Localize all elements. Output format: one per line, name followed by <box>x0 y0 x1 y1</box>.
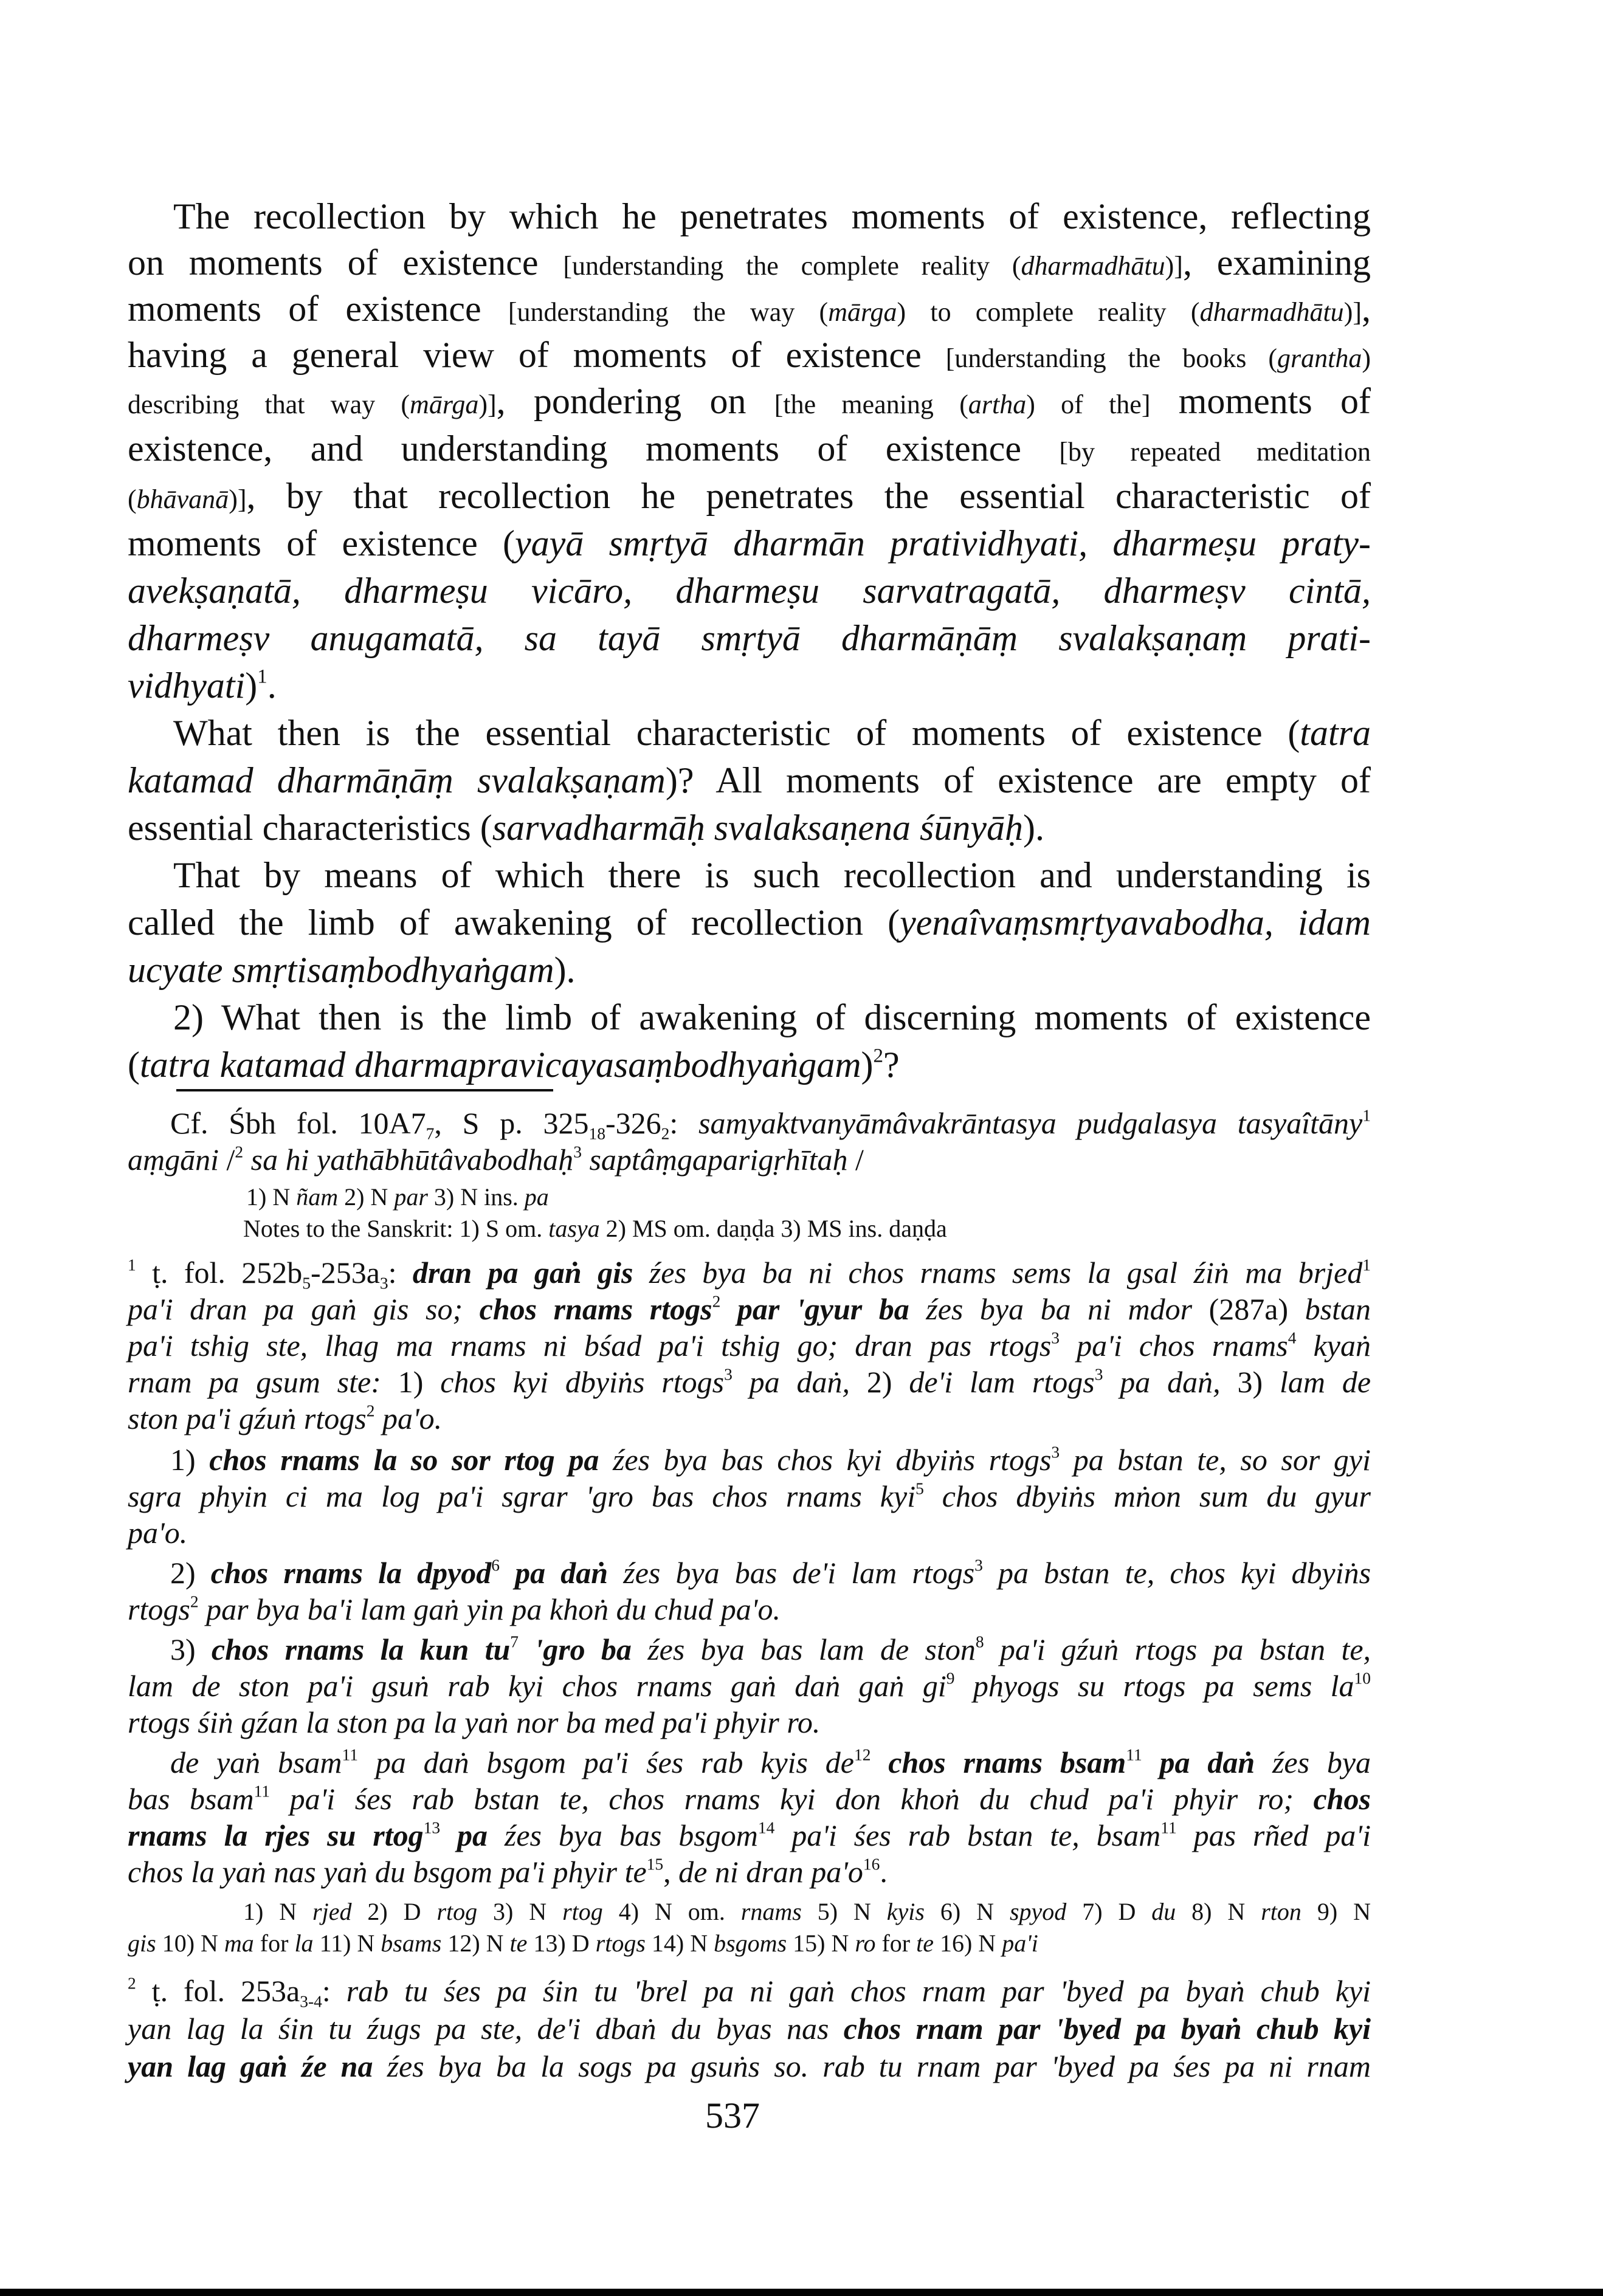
text-line: (bhāvanā)], by that recollection he penetrates the essential characteristic of <box>128 476 1371 516</box>
text-line: moments of existence (yayā smṛtyā dharmān pratividhyati, dharmeṣu praty- <box>128 523 1371 563</box>
text-line: dharmeṣv anugamatā, sa tayā smṛtyā dharmāṇāṃ svalakṣaṇaṃ prati- <box>128 618 1371 658</box>
footnote-line: 3) chos rnams la kun $tu^7$ 'gro ba źes bya bas lam de ston$^8$ pa'i gźuṅ rtogs pa bstan te, <box>170 1632 1371 1666</box>
footnote-variants: 1) N rjed 2) D rtog 3) N rtog 4) N om. rnams 5) N kyis 6) N spyod 7) D du 8) N rton 9) N <box>243 1898 1371 1925</box>
text-line: vidhyati)$^1$. <box>128 665 277 706</box>
text-line: called the limb of awakening of recollection (yenaîvaṃsmṛtyavabodha, idam <box>128 902 1371 943</box>
footnote-line: pa'o. <box>128 1516 188 1550</box>
footnote-line: Cf. Śbh fol. $10A7_7$, S p. $325_{18}-326_2$: samyaktvanyāmâvakrāntasya pudgalasya tasyaîtāny$^1$ <box>170 1105 1371 1143</box>
footnote-line: chos la yaṅ nas yaṅ du bsgom pa'i phyir $te^{15}$, de ni dran $pa'o^{16}$. <box>128 1854 888 1889</box>
text-line: essential characteristics (sarvadharmāḥ svalaksaṇena śūnyāḥ). <box>128 808 1044 848</box>
footnote-line: bas bsam$^{11}$ pa'i śes rab bstan te, chos rnams kyi don khoṅ du chud pa'i phyir ro; chos <box>128 1781 1371 1816</box>
text-line: katamad dharmāṇāṃ svalakṣaṇam)? All moments of existence are empty of <box>128 760 1371 800</box>
footnote-separator <box>176 1089 553 1091</box>
footnote-line: sgra phyin ci ma log pa'i sgrar 'gro bas chos rnams kyi$^5$ chos dbyiṅs mṅon sum du gyur <box>128 1479 1371 1513</box>
text-line: having a general view of moments of existence [understanding the books (grantha) <box>128 335 1371 375</box>
footnote-line: $^2$ ṭ. fol. $253a_{3-4}$: rab tu śes pa śin tu 'brel pa ni gaṅ chos rnam par 'byed pa byaṅ chub kyi <box>128 1973 1371 2011</box>
footnote-line: rnam pa gsum ste: 1) chos kyi dbyiṅs rtogs$^3$ pa daṅ, 2) de'i lam rtogs$^3$ pa daṅ, 3) lam de <box>128 1364 1371 1399</box>
footnote-variants: gis 10) N ma for la 11) N bsams 12) N te 13) D rtogs 14) N bsgoms 15) N ro for te 16) N pa'i <box>128 1930 1038 1957</box>
footnote-variants: 1) N ñam 2) N par 3) N ins. pa <box>246 1183 549 1211</box>
text-line: ucyate smṛtisaṃbodhyaṅgam). <box>128 950 576 990</box>
footnote-line: yan lag gaṅ źe na źes bya ba la sogs pa gsuṅs so. rab tu rnam par 'byed pa śes pa ni rnam <box>128 2049 1371 2083</box>
text-line: What then is the essential characteristic of moments of existence (tatra <box>173 713 1371 753</box>
text-line: moments of existence [understanding the way (mārga) to complete reality (dharmadhātu)], <box>128 289 1371 329</box>
text-line: existence, and understanding moments of existence [by repeated meditation <box>128 428 1371 469</box>
text-line: 2) What then is the limb of awakening of discerning moments of existence <box>173 997 1371 1037</box>
footnote-line: rtogs śiṅ gźan la ston pa la yaṅ nor ba med pa'i phyir ro. <box>128 1705 821 1739</box>
footnote-line: $^1$ ṭ. fol. $252b_5-253a_3$: dran pa gaṅ gis źes bya ba ni chos rnams sems la gsal źiṅ ma brjed$^1$ <box>128 1255 1371 1293</box>
footnote-line: ston pa'i gźuṅ rtogs$^2$ pa'o. <box>128 1401 443 1435</box>
page-number: 537 <box>705 2095 760 2136</box>
footnote-line: 1) chos rnams la so sor rtog pa źes bya bas chos kyi dbyiṅs rtogs$^3$ pa bstan te, so sor gyi <box>170 1442 1371 1477</box>
text-line: The recollection by which he penetrates moments of existence, reflecting <box>173 196 1371 236</box>
footnote-line: yan lag la śin tu źugs pa ste, de'i dbaṅ du byas nas chos rnam par 'byed pa byaṅ chub kyi <box>128 2012 1371 2046</box>
footnote-line: de yaṅ bsam$^{11}$ pa daṅ bsgom pa'i śes rab kyis $de^{12}$ chos rnams bsam$^{11}$ pa daṅ źes bya <box>170 1745 1371 1779</box>
scan-edge <box>0 2289 1603 2296</box>
footnote-line: aṃgāni /$^2$ sa hi yathābhūtâvabodhaḥ$^3$ saptâṃgaparigṛhītaḥ / <box>128 1142 864 1177</box>
text-line: avekṣaṇatā, dharmeṣu vicāro, dharmeṣu sarvatragatā, dharmeṣv cintā, <box>128 571 1371 611</box>
footnote-line: rtogs$^2$ par bya ba'i lam gaṅ yin pa khoṅ du chud pa'o. <box>128 1592 781 1626</box>
text-line: That by means of which there is such recollection and understanding is <box>173 855 1371 895</box>
footnote-line: rnams la rjes su rtog$^{13}$ pa źes bya bas bsgom$^{14}$ pa'i śes rab bstan te, bsam$^{11}$ pas rñed pa'i <box>128 1818 1371 1852</box>
footnote-line: pa'i dran pa gaṅ gis so; chos rnams rtogs$^2$ par 'gyur ba źes bya ba ni mdor (287a) bstan <box>128 1291 1371 1326</box>
text-line: (tatra katamad dharmapravicayasaṃbodhyaṅgam)$^2$? <box>128 1045 900 1085</box>
footnote-line: 2) chos rnams la dpyod$^6$ pa daṅ źes bya bas de'i lam rtogs$^3$ pa bstan te, chos kyi dbyiṅs <box>170 1555 1371 1590</box>
footnote-line: pa'i tshig ste, lhag ma rnams ni bśad pa'i tshig go; dran pas rtogs$^3$ pa'i chos rnams$^4$ kyaṅ <box>128 1328 1371 1363</box>
text-line: on moments of existence [understanding the complete reality (dharmadhātu)], examining <box>128 242 1371 283</box>
text-line: describing that way (mārga)], pondering on [the meaning (artha) of the] moments of <box>128 381 1371 421</box>
sanskrit-notes: Notes to the Sanskrit: 1) S om. tasya 2) MS om. daṇḍa 3) MS ins. daṇḍa <box>243 1215 947 1242</box>
footnote-line: lam de ston pa'i gsuṅ rab kyi chos rnams gaṅ daṅ gaṅ $gi^9$ phyogs su rtogs pa sems $la^{10}$ <box>128 1668 1371 1703</box>
